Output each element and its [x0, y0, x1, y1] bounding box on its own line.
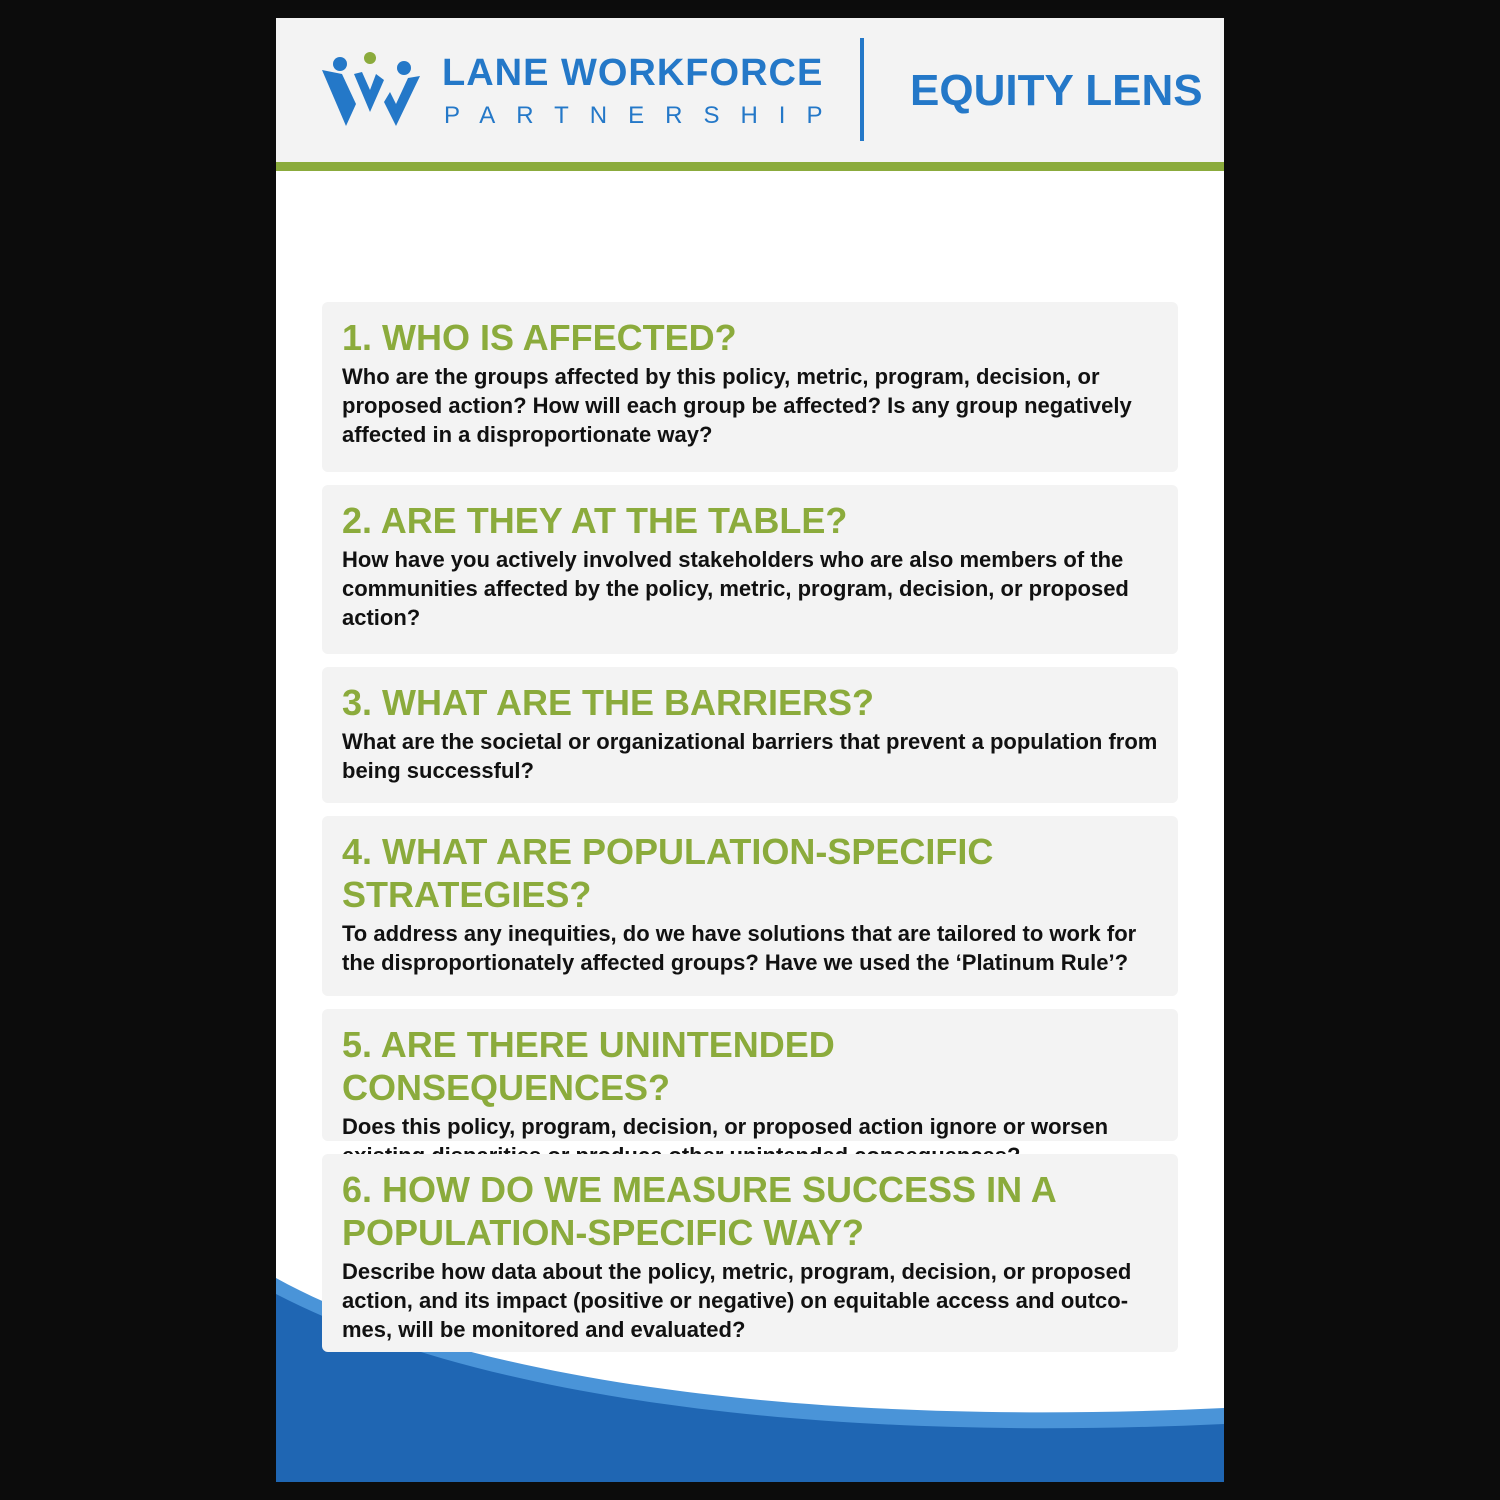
- question-body: Describe how data about the policy, metric, program, decision, or proposed action, and its impact (positive or negative) on equitable access and outco-mes, will be monitored and evaluated?: [342, 1259, 1132, 1342]
- question-body: How have you actively involved stakeholders who are also members of the communities affected by the policy, metric, program, decision, or proposed action?: [342, 547, 1129, 630]
- question-card-3: [322, 667, 1178, 803]
- question-body: To address any inequities, do we have solutions that are tailored to work for the disproportionately affected groups? Have we used the ‘Platinum Rule’?: [342, 921, 1137, 975]
- question-title: 3. WHAT ARE THE BARRIERS?: [342, 682, 875, 723]
- question-body: Does this policy, program, decision, or proposed action ignore or worsen: [342, 1114, 1109, 1139]
- question-card-4: [322, 816, 1178, 996]
- header-divider: [860, 38, 864, 141]
- header-accent-bar: [276, 162, 1224, 171]
- question-title: 2. ARE THEY AT THE TABLE?: [342, 500, 848, 541]
- equity-lens-poster: [276, 18, 1224, 1482]
- question-title: 6. HOW DO WE MEASURE SUCCESS IN A POPULATION-SPECIFIC WAY?: [342, 1169, 1056, 1253]
- question-card-2: [322, 485, 1178, 654]
- poster-header: [276, 18, 1224, 162]
- question-body: Who are the groups affected by this policy, metric, program, decision, or proposed action? How will each group be affected? Is any group negatively affected in a disproportionate way?: [342, 364, 1132, 447]
- logo-wordmark-line1: LANE WORKFORCE: [442, 52, 824, 94]
- question-title: 4. WHAT ARE POPULATION-SPECIFIC STRATEGIES?: [342, 831, 994, 915]
- question-title: 1. WHO IS AFFECTED?: [342, 317, 737, 358]
- logo-wordmark-line2: PARTNERSHIP: [444, 102, 844, 129]
- workforce-logo-icon: [320, 52, 422, 128]
- page-title: EQUITY LENS: [910, 66, 1203, 115]
- question-card-1: [322, 302, 1178, 472]
- question-card-5: [322, 1009, 1178, 1141]
- question-title: 5. ARE THERE UNINTENDED CONSEQUENCES?: [342, 1024, 835, 1108]
- question-body: What are the societal or organizational barriers that prevent a population from being successful?: [342, 729, 1158, 783]
- background-decoration: [68, 230, 77, 269]
- question-card-6: [322, 1154, 1178, 1352]
